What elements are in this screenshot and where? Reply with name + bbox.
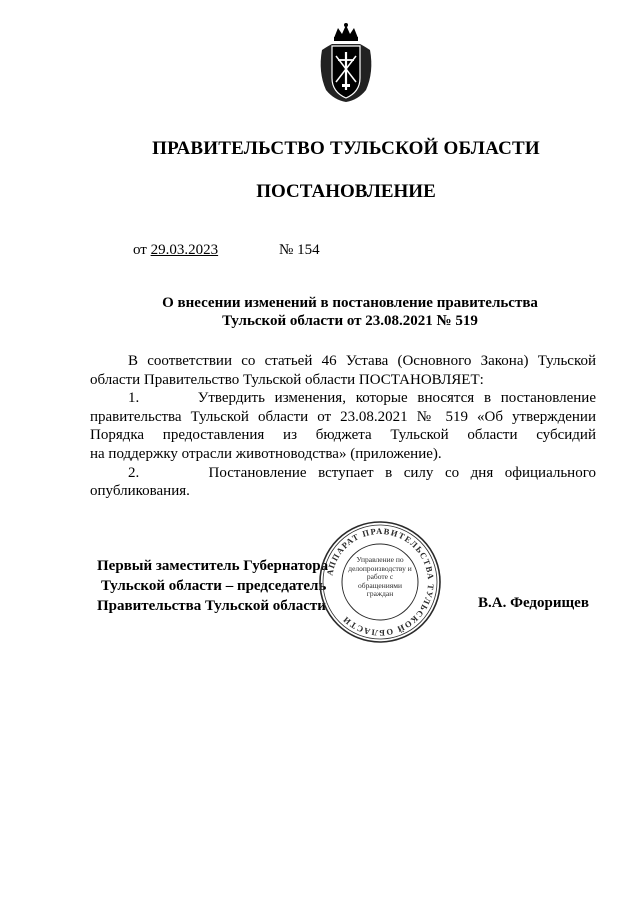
document-date — [133, 242, 218, 259]
official-stamp — [318, 520, 442, 644]
item-2-line-1: 2. Постановление вступает в силу со дня официального — [128, 464, 596, 481]
item-1-line-2: правительства Тульской области от 23.08.2021 № 519 «Об утверждении — [90, 408, 596, 425]
stamp-center-text: Управление по делопроизводству и работе с обращениями граждан — [348, 556, 412, 598]
document-subject — [120, 294, 580, 330]
stamp-ring-text: АППАРАТ ПРАВИТЕЛЬСТВА ТУЛЬСКОЙ ОБЛАСТИ — [324, 525, 437, 639]
body-intro-line-2: области Правительство Тульской области ПОСТАНОВЛЯЕТ: — [90, 371, 484, 388]
body-intro-line-1: В соответствии со статьей 46 Устава (Основного Закона) Тульской — [128, 353, 596, 369]
government-title: ПРАВИТЕЛЬСТВО ТУЛЬСКОЙ ОБЛАСТИ — [152, 138, 540, 159]
item-1-line-3: Порядка предоставления из бюджета Тульской области субсидий — [90, 427, 596, 444]
role-line-1: Первый заместитель Губернатора — [97, 558, 329, 574]
document-type-title: ПОСТАНОВЛЕНИЕ — [256, 181, 436, 202]
role-line-3: Правительства Тульской области — [97, 598, 326, 614]
subject-line-2: Тульской области от 23.08.2021 № 519 — [222, 313, 478, 329]
signatory-name: В.А. Федорищев — [478, 595, 589, 611]
date-value: 29.03.2023 — [150, 242, 219, 258]
coat-of-arms-emblem — [314, 22, 378, 104]
document-number — [279, 242, 320, 259]
item-2-line-2: опубликования. — [90, 483, 190, 500]
item-1-line-1: 1. Утвердить изменения, которые вносятся в постановление — [128, 390, 596, 407]
document-body — [90, 352, 596, 501]
number-prefix: № — [279, 242, 294, 258]
subject-line-1: О внесении изменений в постановление правительства — [162, 295, 538, 311]
date-prefix: от — [133, 242, 147, 258]
signatory-role — [97, 556, 328, 616]
role-line-2: Тульской области – председатель — [101, 578, 327, 594]
item-1-line-4: на поддержку отрасли животноводства» (приложение). — [90, 445, 442, 462]
number-value: 154 — [297, 242, 320, 258]
